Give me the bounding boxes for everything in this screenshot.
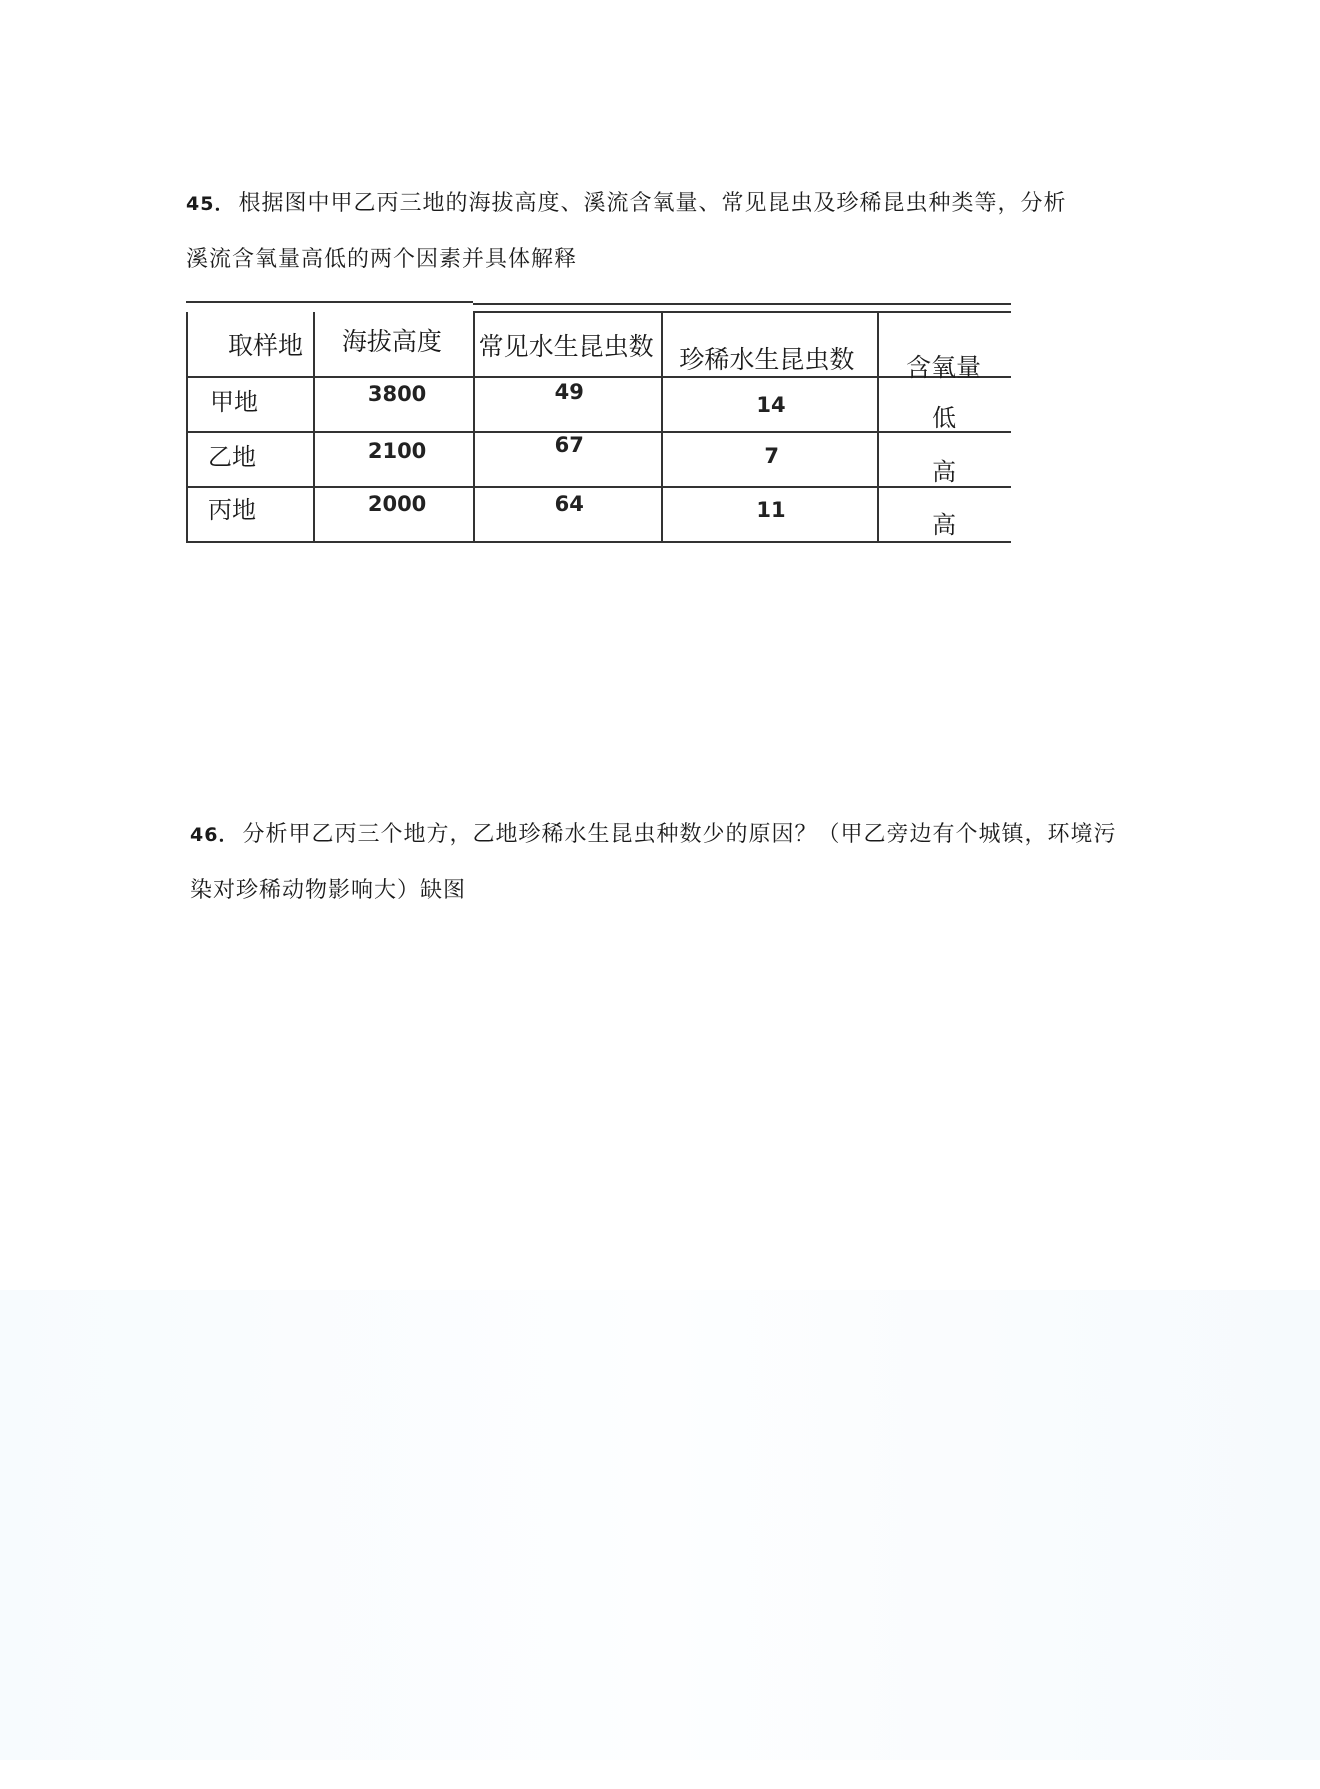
common-insect-count: 64 <box>554 492 584 516</box>
header-cell-altitude <box>314 312 474 377</box>
rare-insect-count: 7 <box>764 444 780 468</box>
table-top-border-right <box>473 303 1011 305</box>
altitude-value: 2000 <box>367 492 427 516</box>
cell-rare <box>662 377 878 432</box>
header-cell-common <box>474 312 663 377</box>
question-46-text-line1 <box>190 824 1116 846</box>
question-45-text-line2: 溪流含氧量高低的两个因素并具体解释 <box>186 247 578 272</box>
cell-site <box>187 377 314 432</box>
common-insect-count: 49 <box>554 380 584 404</box>
site-name: 乙地 <box>208 443 256 471</box>
cell-site <box>187 487 314 542</box>
cell-oxygen <box>878 377 1011 432</box>
cell-oxygen <box>878 487 1011 542</box>
sampling-data-table <box>186 301 1011 546</box>
question-45-prompt-line1: 根据图中甲乙丙三地的海拔高度、溪流含氧量、常见昆虫及珍稀昆虫种类等，分析 <box>238 191 1067 216</box>
header-cell-oxygen <box>878 312 1011 382</box>
cell-altitude <box>314 377 474 432</box>
oxygen-level: 高 <box>932 511 957 539</box>
cell-altitude <box>314 432 474 487</box>
oxygen-level: 低 <box>932 404 957 432</box>
cell-common <box>474 487 663 542</box>
question-45-text-line1 <box>186 193 1066 215</box>
header-cell-site <box>187 312 314 377</box>
table-row <box>187 432 1011 487</box>
cell-oxygen <box>878 432 1011 487</box>
cell-common <box>474 377 663 432</box>
oxygen-level: 高 <box>932 458 957 486</box>
header-cell-rare <box>662 312 878 377</box>
altitude-value: 3800 <box>367 382 427 406</box>
table-row <box>187 377 1011 432</box>
cell-rare <box>662 487 878 542</box>
site-name: 甲地 <box>210 388 258 416</box>
table-grid <box>186 311 1011 543</box>
site-name: 丙地 <box>208 496 256 524</box>
header-altitude-label: 海拔高度 <box>341 327 442 356</box>
header-rare-label: 珍稀水生昆虫数 <box>679 345 855 374</box>
rare-insect-count: 14 <box>756 393 786 417</box>
page-background-tint <box>0 1290 1320 1760</box>
header-site-label: 取样地 <box>228 331 304 360</box>
cell-common <box>474 432 663 487</box>
common-insect-count: 67 <box>554 433 584 457</box>
header-common-label: 常见水生昆虫数 <box>478 332 654 361</box>
cell-altitude <box>314 487 474 542</box>
table-row <box>187 487 1011 542</box>
question-45-number: 45． <box>186 193 235 215</box>
cell-site <box>187 432 314 487</box>
table-top-border-left <box>186 301 473 303</box>
question-46-prompt-line1: 分析甲乙丙三个地方，乙地珍稀水生昆虫种数少的原因？（甲乙旁边有个城镇，环境污 <box>242 822 1117 847</box>
header-oxygen-label: 含氧量 <box>906 353 982 382</box>
question-46-text-line2: 染对珍稀动物影响大）缺图 <box>190 878 467 903</box>
question-46-number: 46． <box>190 824 239 846</box>
table-header-row <box>187 312 1011 377</box>
rare-insect-count: 11 <box>756 498 786 522</box>
altitude-value: 2100 <box>367 439 427 463</box>
cell-rare <box>662 432 878 487</box>
